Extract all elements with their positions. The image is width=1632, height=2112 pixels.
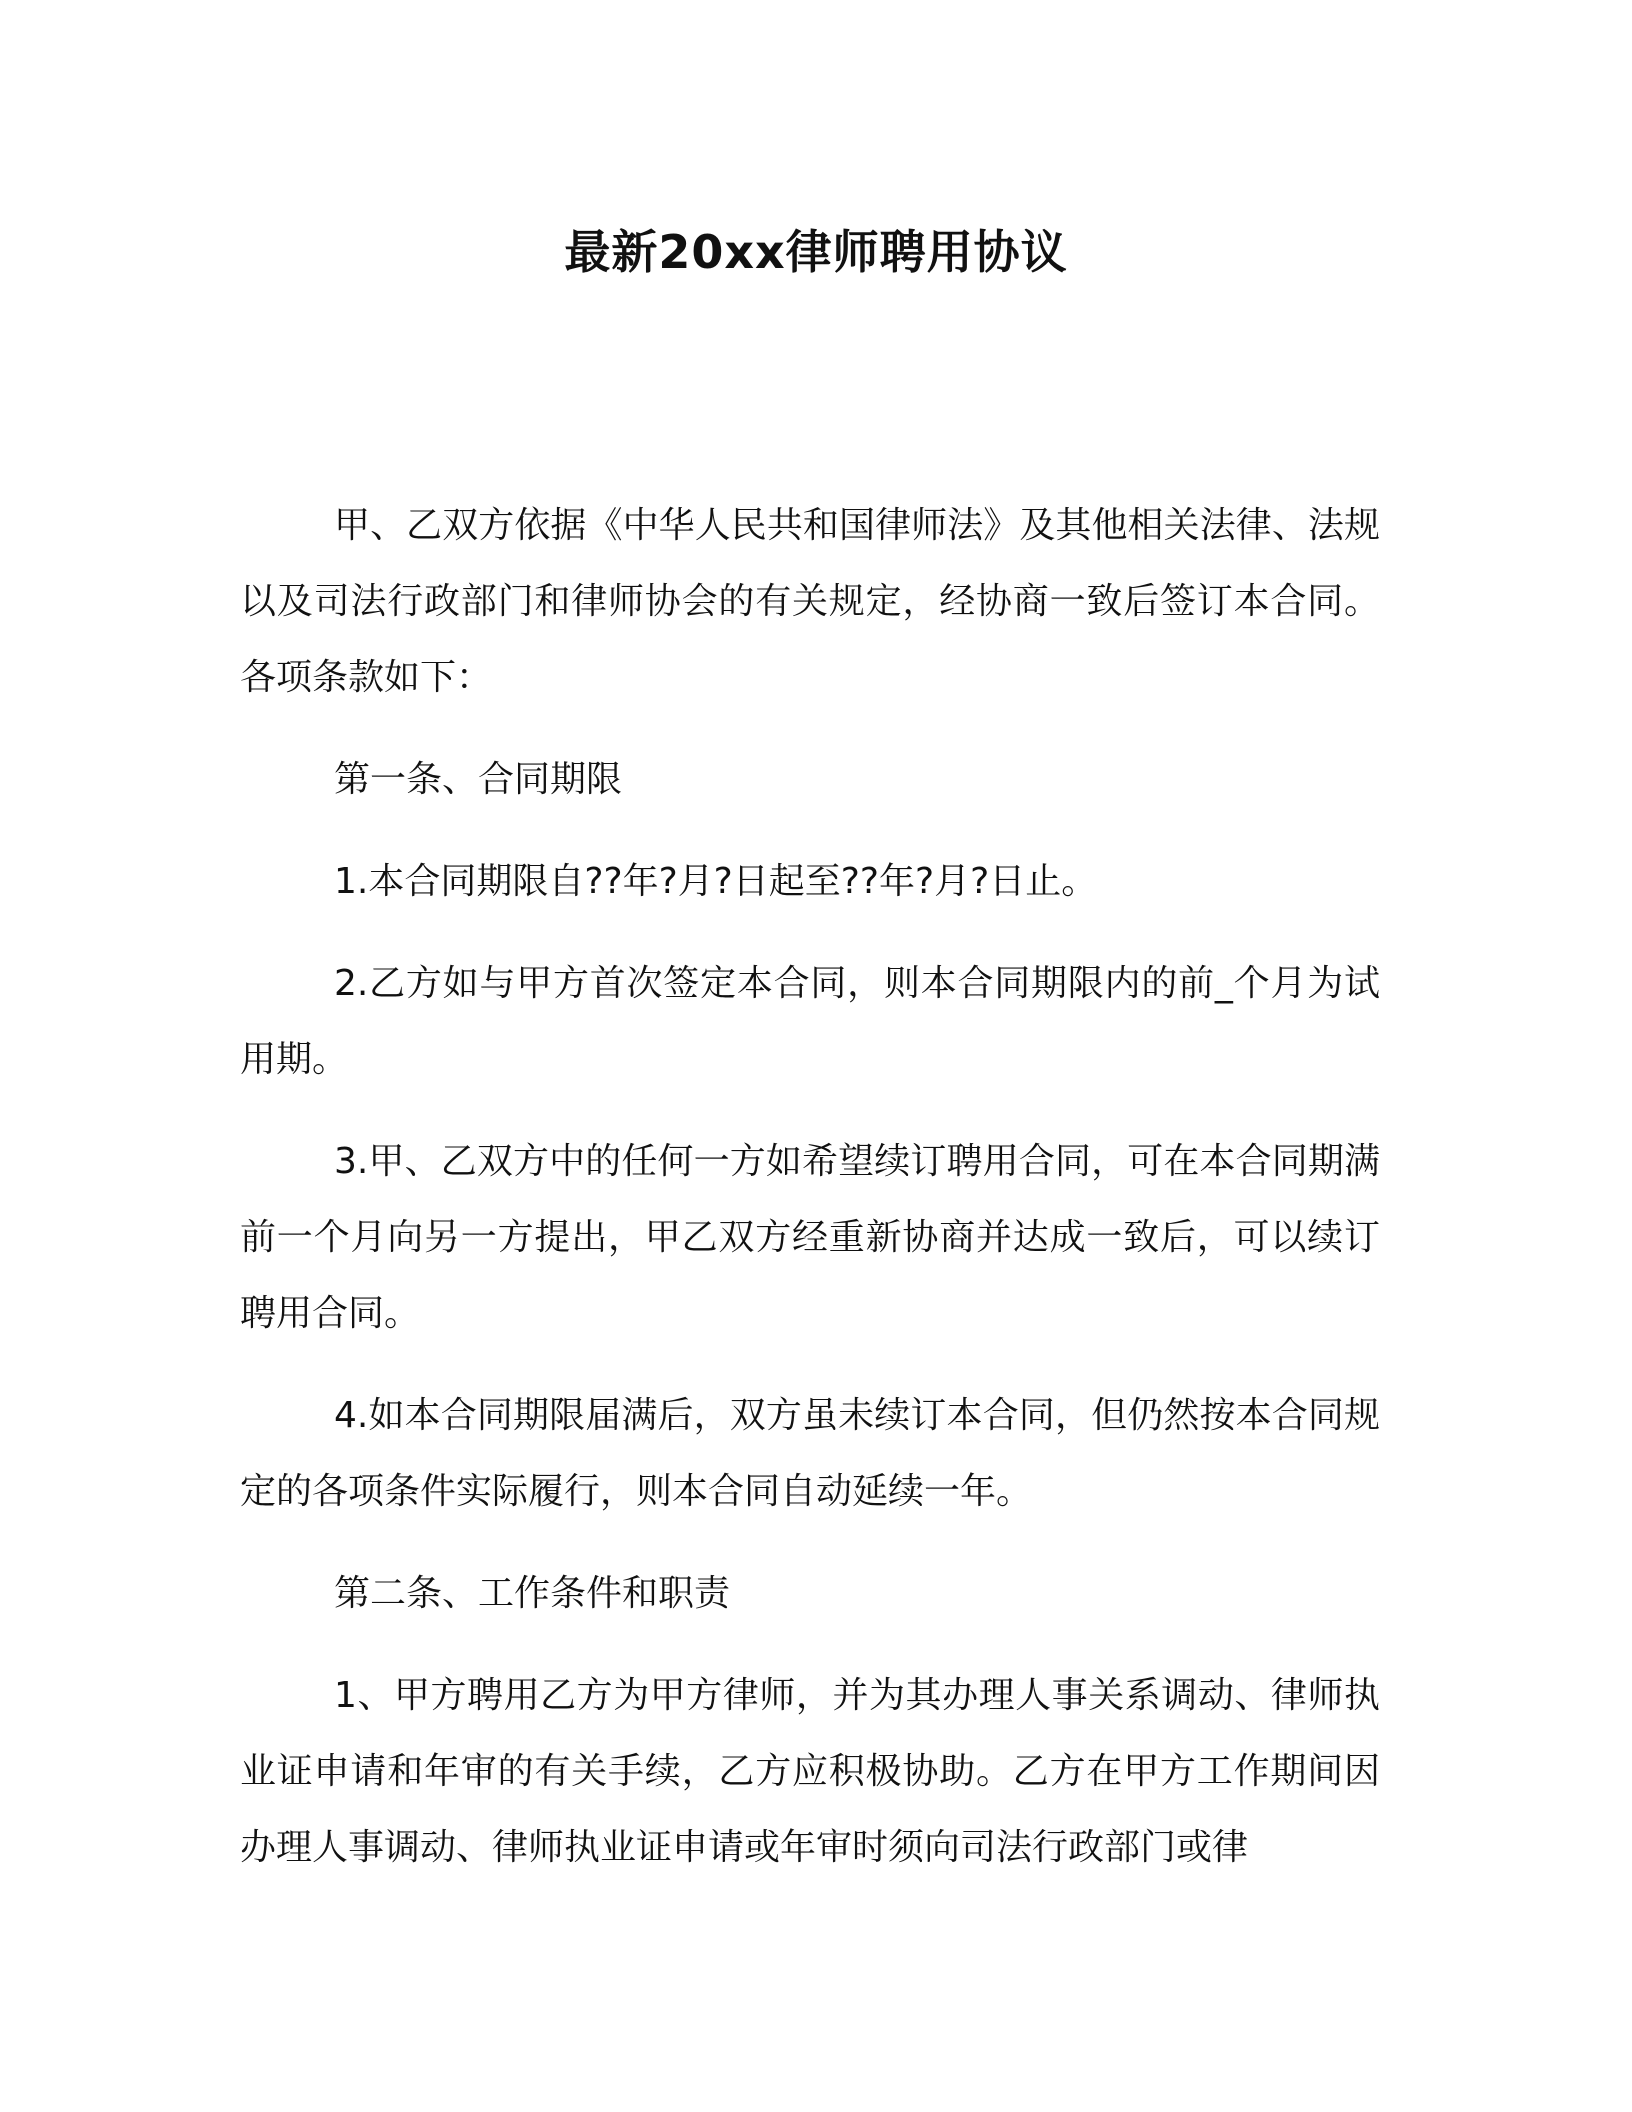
- article-2-clause-1: 1、甲方聘用乙方为甲方律师，并为其办理人事关系调动、律师执业证申请和年审的有关手续，乙方应积极协助。乙方在甲方工作期间因办理人事调动、律师执业证申请或年审时须向司法行政部门或律: [240, 1675, 1380, 1868]
- document-title: 最新20xx律师聘用协议: [564, 225, 1068, 279]
- article-1-heading: 第一条、合同期限: [334, 759, 623, 800]
- article-1-clause-3: 3.甲、乙双方中的任何一方如希望续订聘用合同，可在本合同期满前一个月向另一方提出，甲乙双方经重新协商并达成一致后，可以续订聘用合同。: [240, 1141, 1380, 1334]
- article-1-clause-2: 2.乙方如与甲方首次签定本合同，则本合同期限内的前_个月为试用期。: [240, 963, 1380, 1080]
- article-2-heading: 第二条、工作条件和职责: [334, 1573, 731, 1614]
- article-1-clause-4: 4.如本合同期限届满后，双方虽未续订本合同，但仍然按本合同规定的各项条件实际履行，则本合同自动延续一年。: [240, 1395, 1380, 1512]
- preamble-paragraph: 甲、乙双方依据《中华人民共和国律师法》及其他相关法律、法规以及司法行政部门和律师协会的有关规定，经协商一致后签订本合同。各项条款如下：: [240, 505, 1380, 698]
- article-1-clause-1: 1.本合同期限自??年?月?日起至??年?月?日止。: [334, 861, 1098, 902]
- document-body: [240, 488, 1380, 1912]
